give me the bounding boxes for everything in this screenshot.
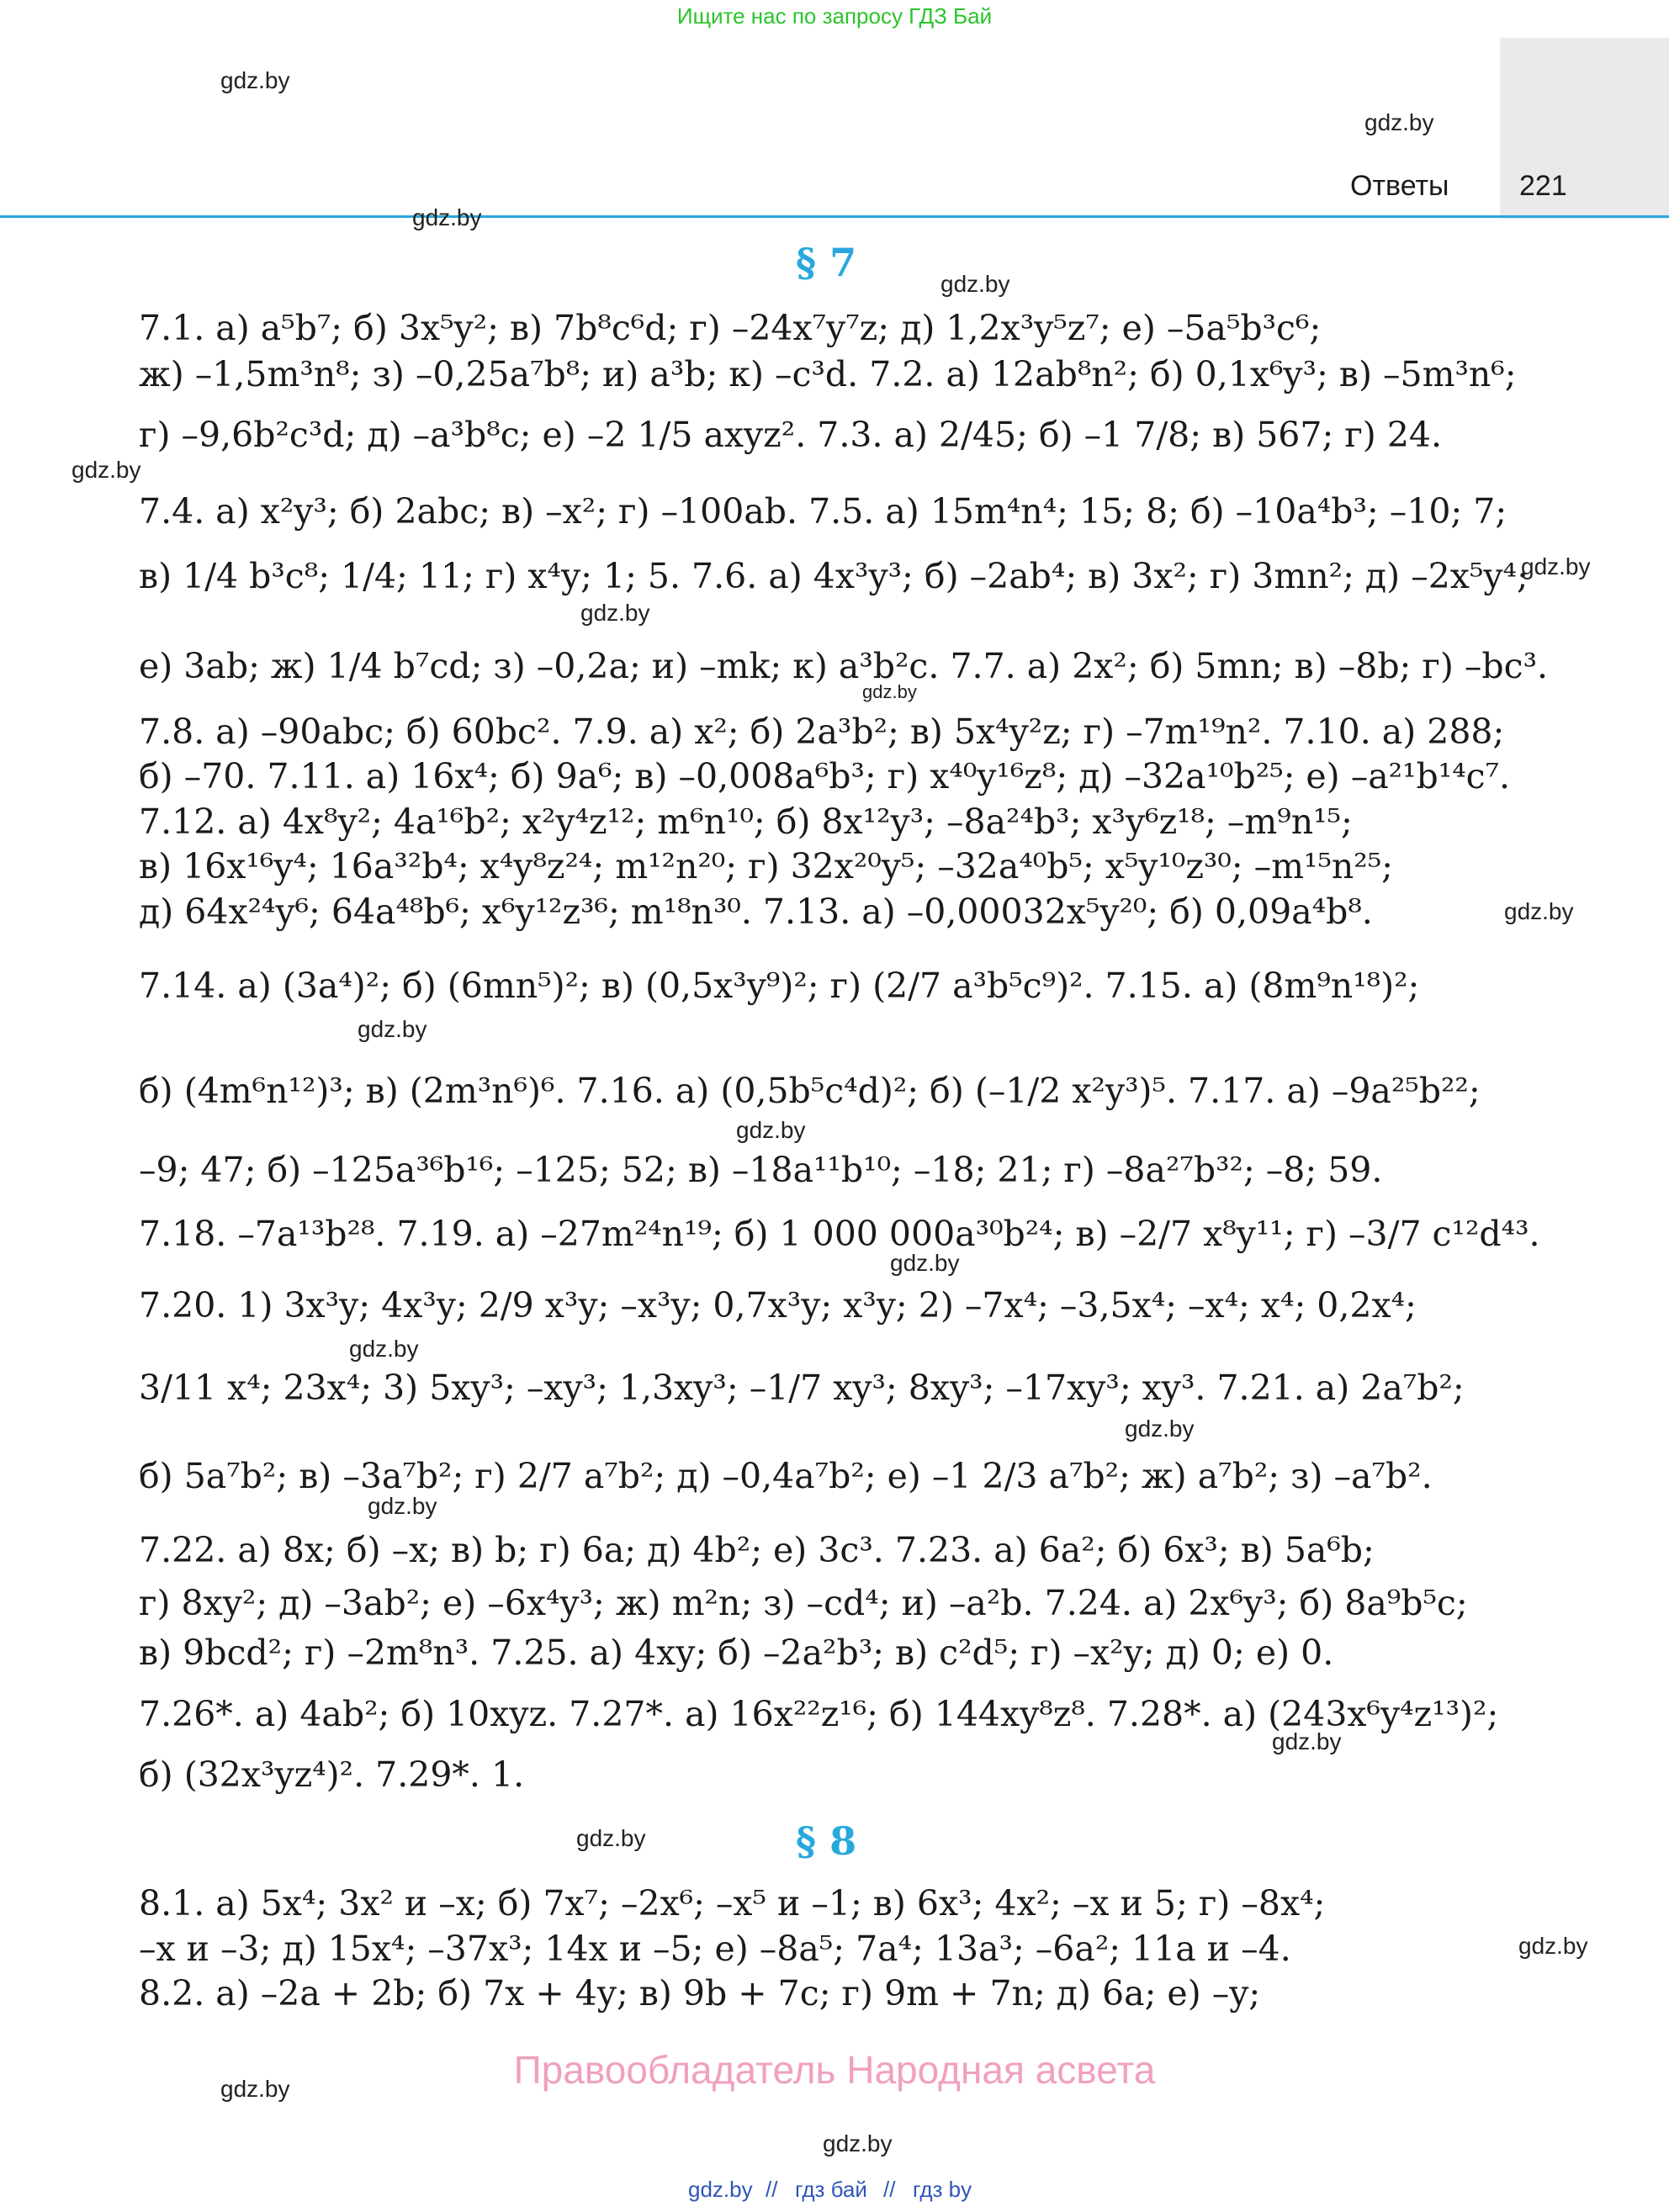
- watermark: gdz.by: [736, 1117, 806, 1143]
- watermark: gdz.by: [823, 2130, 893, 2156]
- answer-line: –x и –3; д) 15x⁴; –37x³; 14x и –5; е) –8a⁵; 7a⁴; 13a³; –6a²; 11a и –4.: [139, 1929, 1291, 1969]
- answer-line: 3/11 x⁴; 23x⁴; 3) 5xy³; –xy³; 1,3xy³; –1/7 xy³; 8xy³; –17xy³; xy³. 7.21. а) 2a⁷b²;: [139, 1368, 1465, 1408]
- watermark: gdz.by: [576, 1825, 646, 1851]
- answer-line: в) 16x¹⁶y⁴; 16a³²b⁴; x⁴y⁸z²⁴; m¹²n²⁰; г) 32x²⁰y⁵; –32a⁴⁰b⁵; x⁵y¹⁰z³⁰; –m¹⁵n²⁵;: [139, 846, 1393, 886]
- answer-line: г) 8xy²; д) –3ab²; е) –6x⁴y³; ж) m²n; з) –cd⁴; и) –a²b. 7.24. а) 2x⁶y³; б) 8a⁹b⁵c;: [139, 1583, 1468, 1623]
- answer-line: 7.20. 1) 3x³y; 4x³y; 2/9 x³y; –x³y; 0,7x³y; x³y; 2) –7x⁴; –3,5x⁴; –x⁴; x⁴; 0,2x⁴;: [139, 1285, 1417, 1326]
- copyright-notice: Правообладатель Народная асвета: [513, 2048, 1156, 2092]
- watermark: gdz.by: [412, 204, 482, 230]
- watermark: gdz.by: [940, 271, 1010, 297]
- watermark: gdz.by: [220, 67, 290, 93]
- answer-line: 7.14. а) (3a⁴)²; б) (6mn⁵)²; в) (0,5x³y⁹)²; г) (2/7 a³b⁵c⁹)². 7.15. а) (8m⁹n¹⁸)²;: [139, 966, 1420, 1006]
- watermark: gdz.by: [358, 1016, 427, 1042]
- answer-line: 7.8. а) –90abc; б) 60bc². 7.9. а) x²; б) 2a³b²; в) 5x⁴y²z; г) –7m¹⁹n². 7.10. а) 288;: [139, 712, 1505, 752]
- answer-line: 7.22. а) 8x; б) –x; в) b; г) 6a; д) 4b²; е) 3c³. 7.23. а) 6a²; б) 6x³; в) 5a⁶b;: [139, 1530, 1375, 1570]
- answer-line: в) 1/4 b³c⁸; 1/4; 11; г) x⁴y; 1; 5. 7.6. а) 4x³y³; б) –2ab⁴; в) 3x²; г) 3mn²; д) –2x⁵y⁴;: [139, 556, 1529, 596]
- answer-line: б) –70. 7.11. а) 16x⁴; б) 9a⁶; в) –0,008a⁶b³; г) x⁴⁰y¹⁶z⁸; д) –32a¹⁰b²⁵; е) –a²¹b¹⁴c⁷.: [139, 756, 1511, 796]
- watermark: gdz.by: [368, 1493, 437, 1519]
- watermark: gdz.by: [220, 2076, 290, 2102]
- watermark: gdz.by: [1272, 1728, 1342, 1754]
- answer-line: 7.12. а) 4x⁸y²; 4a¹⁶b²; x²y⁴z¹²; m⁶n¹⁰; б) 8x¹²y³; –8a²⁴b³; x³y⁶z¹⁸; –m⁹n¹⁵;: [139, 802, 1353, 842]
- watermark: gdz.by: [862, 681, 917, 702]
- answer-line: 7.1. а) a⁵b⁷; б) 3x⁵y²; в) 7b⁸c⁶d; г) –24x⁷y⁷z; д) 1,2x³y⁵z⁷; е) –5a⁵b³c⁶;: [139, 308, 1322, 348]
- answer-line: в) 9bcd²; г) –2m⁸n³. 7.25. а) 4xy; б) –2a²b³; в) c²d⁵; г) –x²y; д) 0; е) 0.: [139, 1633, 1334, 1673]
- header-rule: [0, 215, 1669, 218]
- watermark: gdz.by: [1521, 553, 1591, 579]
- footer-separator: //: [883, 2177, 896, 2202]
- answer-line: 7.4. а) x²y³; б) 2abc; в) –x²; г) –100ab. 7.5. а) 15m⁴n⁴; 15; 8; б) –10a⁴b³; –10; 7;: [139, 491, 1507, 532]
- watermark: gdz.by: [72, 457, 141, 483]
- answer-line: 8.2. а) –2a + 2b; б) 7x + 4y; в) 9b + 7c; г) 9m + 7n; д) 6a; е) –y;: [139, 1973, 1261, 2014]
- answer-line: 7.26*. а) 4ab²; б) 10xyz. 7.27*. а) 16x²²z¹⁶; б) 144xy⁸z⁸. 7.28*. а) (243x⁶y⁴z¹³)²;: [139, 1694, 1499, 1734]
- answer-line: б) (4m⁶n¹²)³; в) (2m³n⁶)⁶. 7.16. а) (0,5b⁵c⁴d)²; б) (–1/2 x²y³)⁵. 7.17. а) –9a²⁵b²²;: [139, 1071, 1481, 1111]
- answer-line: б) 5a⁷b²; в) –3a⁷b²; г) 2/7 a⁷b²; д) –0,4a⁷b²; е) –1 2/3 a⁷b²; ж) a⁷b²; з) –a⁷b².: [139, 1456, 1433, 1496]
- footer-link-gdz-by[interactable]: gdz.by: [688, 2177, 753, 2202]
- answer-line: г) –9,6b²c³d; д) –a³b⁸c; е) –2 1/5 axyz². 7.3. а) 2/45; б) –1 7/8; в) 567; г) 24.: [139, 415, 1443, 455]
- watermark: gdz.by: [580, 600, 650, 626]
- answer-line: ж) –1,5m³n⁸; з) –0,25a⁷b⁸; и) a³b; к) –c³d. 7.2. а) 12ab⁸n²; б) 0,1x⁶y³; в) –5m³n⁶;: [139, 354, 1517, 394]
- page-number: 221: [1519, 170, 1567, 202]
- watermark: gdz.by: [1364, 109, 1434, 135]
- watermark: gdz.by: [1125, 1416, 1195, 1442]
- watermark: gdz.by: [349, 1336, 419, 1362]
- watermark: gdz.by: [890, 1250, 960, 1276]
- answer-line: д) 64x²⁴y⁶; 64a⁴⁸b⁶; x⁶y¹²z³⁶; m¹⁸n³⁰. 7.13. а) –0,00032x⁵y²⁰; б) 0,09a⁴b⁸.: [139, 892, 1373, 932]
- watermark: gdz.by: [1518, 1933, 1588, 1959]
- answer-line: 8.1. а) 5x⁴; 3x² и –x; б) 7x⁷; –2x⁶; –x⁵ и –1; в) 6x³; 4x²; –x и 5; г) –8x⁴;: [139, 1883, 1326, 1924]
- answer-line: е) 3ab; ж) 1/4 b⁷cd; з) –0,2a; и) –mk; к) a³b²c. 7.7. а) 2x²; б) 5mn; в) –8b; г) –bc³.: [139, 646, 1549, 686]
- footer-link-gdz-bai[interactable]: гдз бай: [795, 2177, 867, 2202]
- section-heading-7: § 7: [796, 240, 857, 285]
- top-banner: Ищите нас по запросу ГДЗ Бай: [676, 3, 993, 29]
- section-heading-8: § 8: [796, 1818, 857, 1864]
- footer-link-gdz-by-2[interactable]: гдз by: [913, 2177, 972, 2202]
- section-label: Ответы: [1350, 170, 1449, 202]
- answer-line: 7.18. –7a¹³b²⁸. 7.19. а) –27m²⁴n¹⁹; б) 1 000 000a³⁰b²⁴; в) –2/7 x⁸y¹¹; г) –3/7 c¹²d⁴³.: [139, 1214, 1540, 1254]
- answer-line: б) (32x³yz⁴)². 7.29*. 1.: [139, 1754, 525, 1795]
- watermark: gdz.by: [1504, 898, 1574, 924]
- answer-line: –9; 47; б) –125a³⁶b¹⁶; –125; 52; в) –18a¹¹b¹⁰; –18; 21; г) –8a²⁷b³²; –8; 59.: [139, 1150, 1383, 1190]
- footer-separator: //: [766, 2177, 778, 2202]
